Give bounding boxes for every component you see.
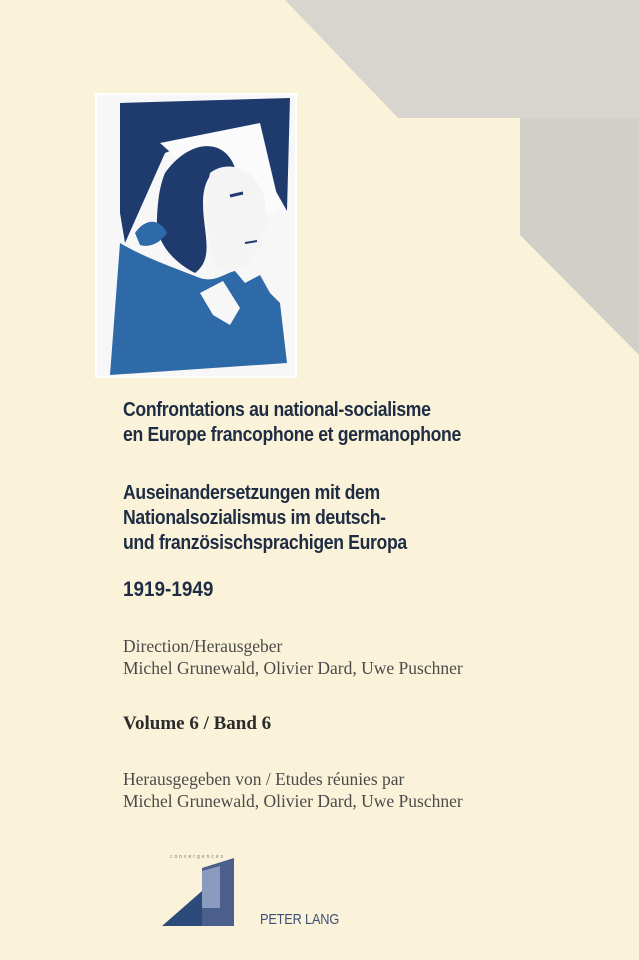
direction-block	[123, 635, 463, 679]
edited-by-names: Michel Grunewald, Olivier Dard, Uwe Puschner	[123, 791, 463, 811]
title-german	[123, 480, 407, 555]
title-german-line-3: und französischsprachigen Europa	[123, 531, 407, 554]
direction-label: Direction/Herausgeber	[123, 636, 283, 656]
title-german-line-2: Nationalsozialismus im deutsch-	[123, 506, 386, 529]
direction-names: Michel Grunewald, Olivier Dard, Uwe Puschner	[123, 658, 463, 678]
publisher-name: PETER LANG	[260, 911, 340, 928]
title-french-line-1: Confrontations au national-socialisme	[123, 398, 431, 421]
publisher-logo-icon	[162, 856, 242, 936]
linocut-portrait-illustration	[95, 93, 297, 378]
cover-artwork	[95, 93, 297, 378]
title-german-line-1: Auseinandersetzungen mit dem	[123, 481, 380, 504]
title-french	[123, 397, 461, 447]
volume-label: Volume 6 / Band 6	[123, 713, 272, 734]
series-name: convergences	[170, 854, 226, 860]
edited-by-block	[123, 768, 463, 812]
title-french-line-2: en Europe francophone et germanophone	[123, 423, 461, 446]
years: 1919-1949	[123, 578, 214, 601]
edited-by-label: Herausgegeben von / Etudes réunies par	[123, 769, 405, 789]
